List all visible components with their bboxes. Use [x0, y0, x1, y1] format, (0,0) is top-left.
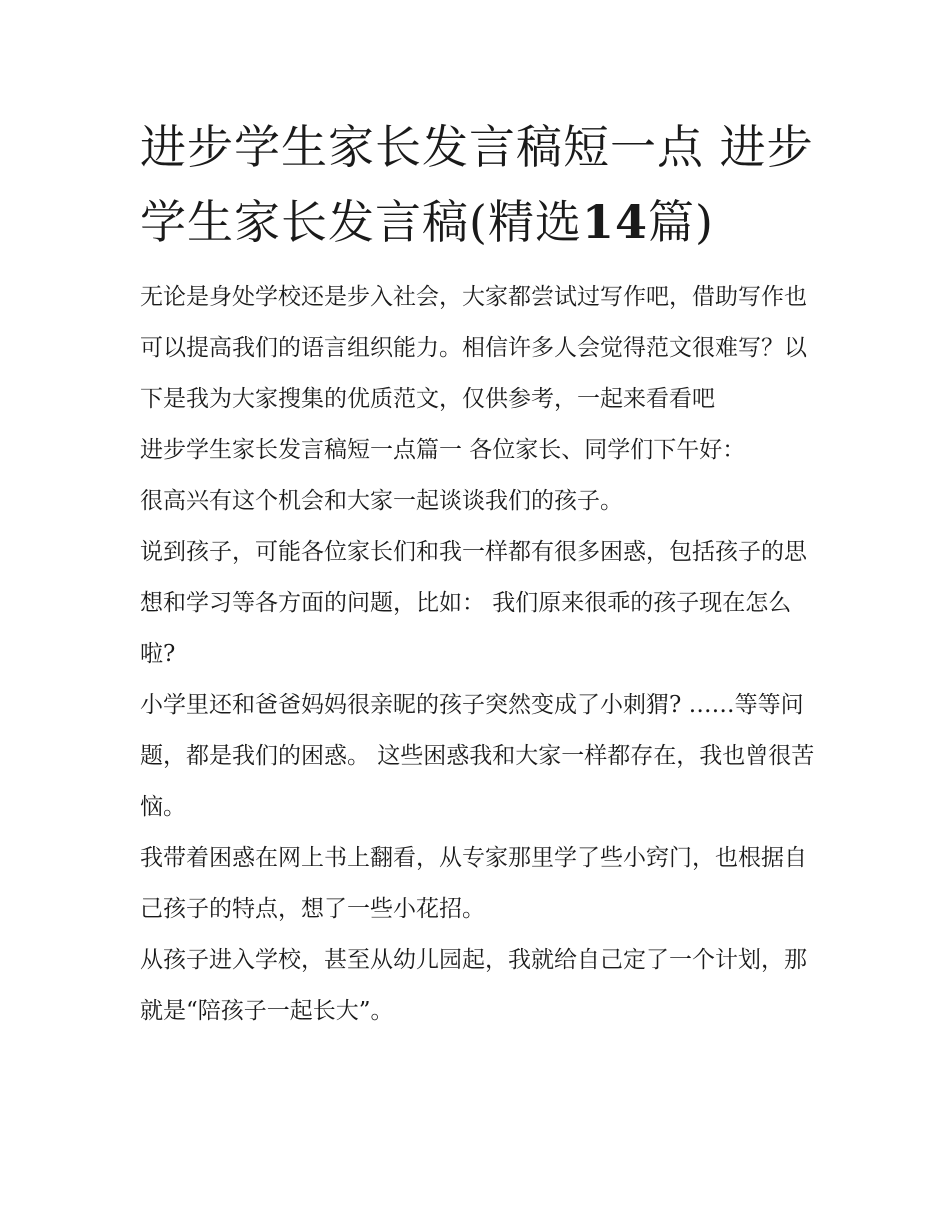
paragraph: 进步学生家长发言稿短一点篇一 各位家长、同学们下午好：: [140, 437, 746, 463]
document-title: 进步学生家长发言稿短一点 进步学生家长发言稿(精选14篇): [140, 120, 814, 249]
paragraph: 很高兴有这个机会和大家一起谈谈我们的孩子。: [140, 488, 623, 514]
title-number: 14: [581, 195, 648, 249]
paragraph: 说到孩子，可能各位家长们和我一样都有很多困惑，包括孩子的思想和学习等各方面的问题，比如： 我们原来很乖的孩子现在怎么啦?: [140, 539, 807, 667]
paragraph: 从孩子进入学校，甚至从幼儿园起，我就给自己定了一个计划，那就是“陪孩子一起长大”。: [140, 947, 807, 1024]
paragraph: 我带着困惑在网上书上翻看，从专家那里学了些小窍门，也根据自己孩子的特点，想了一些小花招。: [140, 845, 807, 922]
document-content: [140, 110, 820, 1037]
document-body: [140, 272, 820, 1037]
paragraph: 小学里还和爸爸妈妈很亲昵的孩子突然变成了小刺猬? ……等等问题，都是我们的困惑。 这些困惑我和大家一样都存在，我也曾很苦恼。: [140, 692, 815, 820]
paragraph: 无论是身处学校还是步入社会，大家都尝试过写作吧，借助写作也可以提高我们的语言组织能力。相信许多人会觉得范文很难写？以下是我为大家搜集的优质范文，仅供参考，一起来看看吧: [140, 284, 807, 412]
